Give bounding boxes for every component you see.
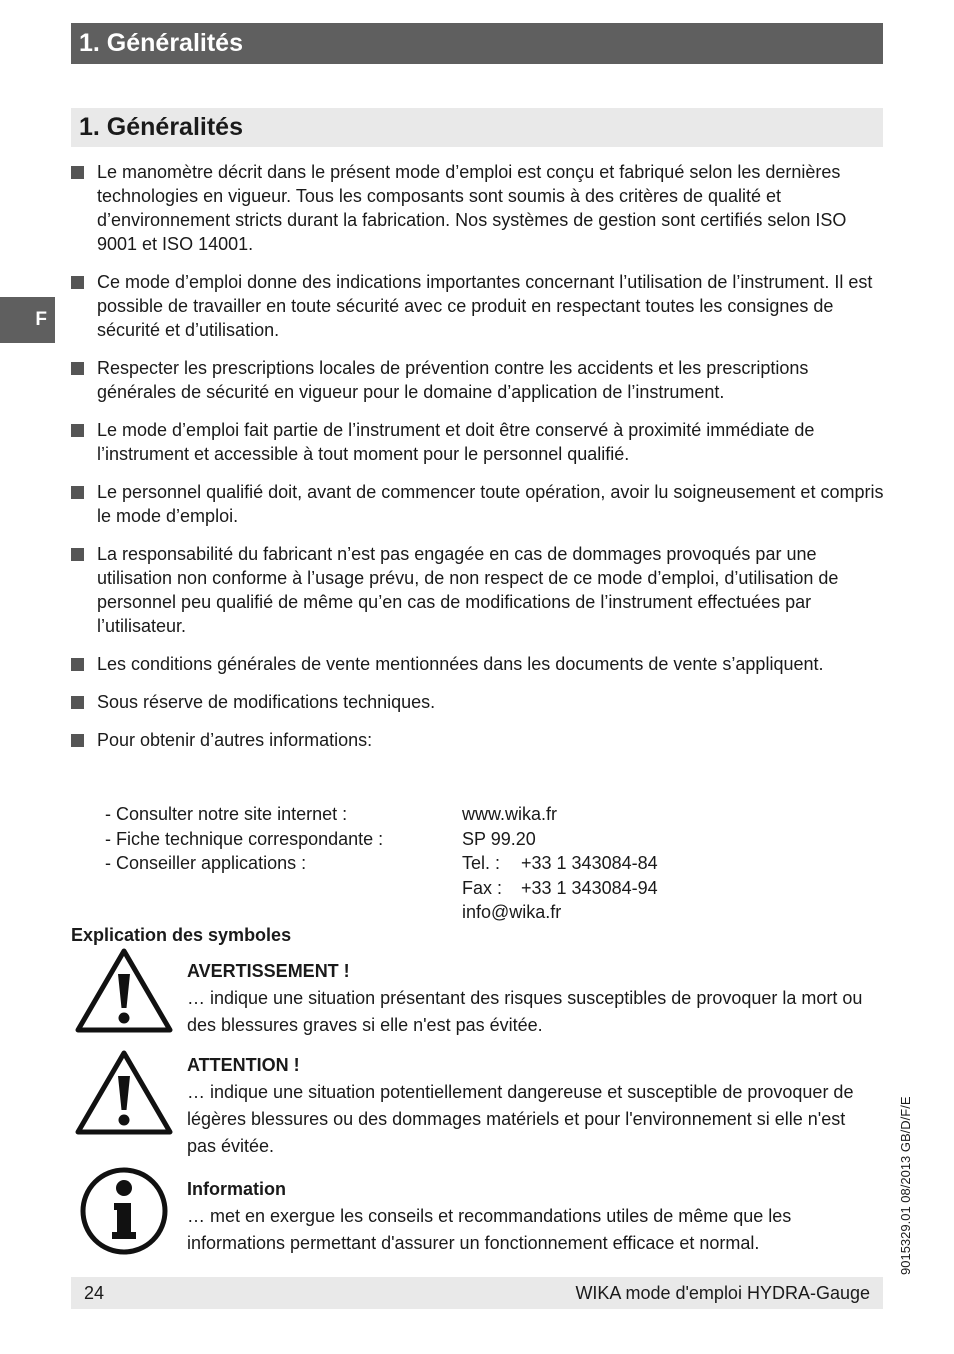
section-title: 1. Généralités [79, 113, 243, 141]
fax-value: +33 1 343084-94 [521, 877, 658, 898]
symbol-caution-body [187, 1052, 877, 1160]
list-item: Ce mode d’emploi donne des indications importantes concernant l’utilisation de l’instrument. Il est possible de travailler en toute sécurité avec ce produit en respectant toutes les consignes de sécurité et d’utilisation. [71, 270, 886, 342]
list-item: Le manomètre décrit dans le présent mode d’emploi est conçu et fabriqué selon les dernières technologies en vigueur. Tous les composants sont soumis à des critères de qualité et d’environnement stricts durant la fabrication. Nos systèmes de gestion sont certifiés selon ISO 9001 et ISO 14001. [71, 160, 886, 256]
contact-table [105, 802, 658, 925]
info-heading: Information [187, 1179, 286, 1199]
section-heading [71, 108, 883, 147]
bullet-square-icon [71, 362, 84, 375]
symbols-title: Explication des symboles [71, 925, 292, 945]
warning-triangle-icon [75, 948, 173, 1034]
datasheet-label: - Fiche technique correspondante : [105, 828, 384, 849]
info-circle-icon [79, 1166, 169, 1256]
caution-heading: ATTENTION ! [187, 1055, 300, 1075]
symbol-info-body [187, 1176, 877, 1257]
contact-row-fax [105, 876, 658, 901]
warning-triangle-icon [75, 1050, 173, 1136]
tel-value: +33 1 343084-84 [521, 853, 658, 873]
warning-text: … indique une situation présentant des risques susceptibles de provoquer la mort ou des blessures graves si elle n'est pas évitée. [187, 988, 863, 1035]
bullet-list [71, 160, 886, 766]
page-header [71, 23, 883, 64]
warning-heading: AVERTISSEMENT ! [187, 961, 350, 981]
bullet-square-icon [71, 276, 84, 289]
bullet-square-icon [71, 734, 84, 747]
datasheet-value: SP 99.20 [462, 828, 536, 849]
bullet-square-icon [71, 486, 84, 499]
list-item: Le personnel qualifié doit, avant de commencer toute opération, avoir lu soigneusement et compris le mode d’emploi. [71, 480, 886, 528]
contact-row-advisor [105, 851, 658, 876]
language-tab [0, 297, 55, 343]
list-item: Pour obtenir d’autres informations: [71, 728, 886, 752]
symbol-info [75, 1166, 885, 1256]
caution-text: … indique une situation potentiellement dangereuse et susceptible de provoquer de légères blessures ou des dommages matériels et pour l'environnement si elle n'est pas évitée. [187, 1082, 854, 1156]
fax-key: Fax : [462, 877, 503, 898]
list-item: Le mode d’emploi fait partie de l’instrument et doit être conservé à proximité immédiate de l’instrument et accessible à tout moment pour le personnel qualifié. [71, 418, 886, 466]
page-footer [71, 1277, 883, 1309]
contact-row-website [105, 802, 658, 827]
website-link[interactable]: www.wika.fr [462, 804, 558, 824]
header-title: 1. Généralités [79, 29, 243, 57]
symbol-warning-body [187, 958, 877, 1039]
bullet-square-icon [71, 424, 84, 437]
list-item: Respecter les prescriptions locales de prévention contre les accidents et les prescriptions générales de sécurité en vigueur pour le domaine d’application de l’instrument. [71, 356, 886, 404]
website-label: - Consulter notre site internet : [105, 804, 348, 824]
contact-row-datasheet [105, 827, 658, 852]
page-number: 24 [84, 1283, 105, 1303]
bullet-square-icon [71, 548, 84, 561]
list-item: Les conditions générales de vente mentionnées dans les documents de vente s’appliquent. [71, 652, 886, 676]
list-item: La responsabilité du fabricant n’est pas engagée en cas de dommages provoqués par une utilisation non conforme à l’usage prévu, de non respect de ce mode d’emploi, d’utilisation de personnel peu qualifié de même qu’en cas de modifications de l’instrument effectuées par l’utilisateur. [71, 542, 886, 638]
info-text: … met en exergue les conseils et recommandations utiles de même que les informations permettant d'assurer un fonctionnement efficace et normal. [187, 1206, 792, 1253]
tel-entry [462, 851, 658, 876]
bullet-square-icon [71, 696, 84, 709]
list-item: Sous réserve de modifications techniques. [71, 690, 886, 714]
bullet-square-icon [71, 658, 84, 671]
footer-doc-title: WIKA mode d'emploi HYDRA-Gauge [575, 1283, 870, 1303]
language-tab-label: F [35, 309, 47, 330]
symbol-warning [75, 948, 885, 1034]
email-link[interactable]: info@wika.fr [462, 902, 562, 922]
symbol-caution [75, 1050, 885, 1156]
contact-row-email [105, 900, 658, 925]
document-code: 9015329.01 08/2013 GB/D/F/E [898, 1096, 913, 1275]
bullet-square-icon [71, 166, 84, 179]
tel-key: Tel. : [462, 853, 501, 873]
fax-entry [462, 876, 658, 901]
advisor-label: - Conseiller applications : [105, 853, 307, 873]
